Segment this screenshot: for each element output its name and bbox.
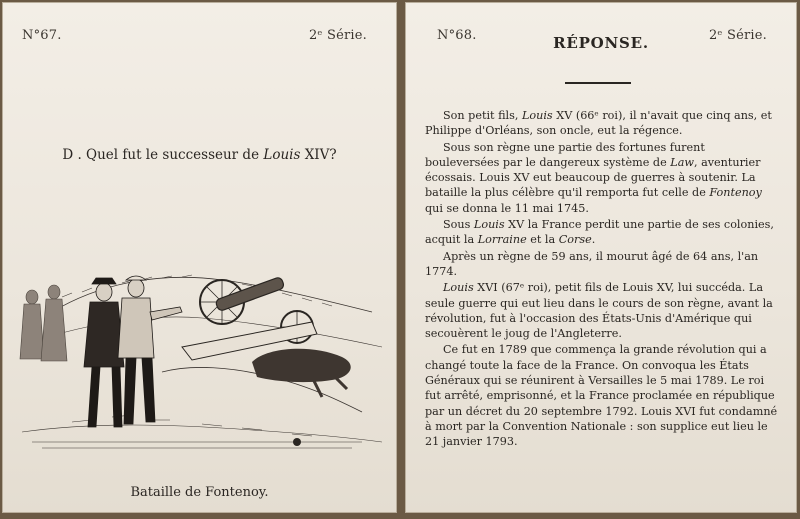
paragraph-text: Son petit fils, bbox=[443, 109, 522, 122]
answer-paragraph bbox=[425, 217, 778, 248]
italic-term: Louis bbox=[521, 109, 553, 122]
paragraph-text: et la bbox=[526, 233, 559, 247]
card-number: N°68. bbox=[437, 28, 477, 43]
paragraph-text: . bbox=[591, 233, 596, 247]
illustration-caption: Bataille de Fontenoy. bbox=[130, 485, 269, 500]
paragraph-text: Après un règne de 59 ans, il mourut âgé de 64 ans, l'an 1774. bbox=[425, 249, 759, 278]
answer-text bbox=[425, 108, 778, 450]
paragraph-text: XV (66ᵉ roi), il n'avait que cinq ans, et Philippe d'Orléans, son oncle, eut la régence. bbox=[425, 109, 772, 138]
italic-term: Louis bbox=[443, 281, 474, 295]
italic-term: Fontenoy bbox=[709, 186, 762, 200]
italic-term: Law bbox=[670, 155, 694, 169]
card-number: N°67. bbox=[22, 28, 62, 43]
paragraph-text: Ce fut en 1789 que commença la grande révolution qui a changé toute la face de la France. On convoqua les États Généraux qui se réunirent à Versailles le 5 mai 1789. Le roi fut arrêté, emprisonné, et la France proclamée en république par un décret du 20 septembre 1792. Louis XVI fut condamné à mort par la Convention Nationale : son supplice eut lieu le 21 janvier 1793. bbox=[425, 343, 778, 449]
paragraph-text: qui se donna le 11 mai 1745. bbox=[425, 201, 589, 215]
answer-paragraph bbox=[425, 108, 778, 139]
paragraph-text: XV la France perdit une partie de ses colonies, acquit la bbox=[425, 218, 774, 247]
italic-term: Louis bbox=[473, 218, 505, 232]
answer-paragraph bbox=[425, 140, 778, 216]
paragraph-text: , aventurier écossais. Louis XV eut beaucoup de guerres à soutenir. La bataille la plus célèbre qu'il remporta fut celle de bbox=[425, 155, 761, 200]
paragraph-text: XVI (67ᵉ roi), petit fils de Louis XV, lui succéda. La seule guerre qui eut lieu dans le cours de son règne, avant la révolution, fut à l'occasion des États-Unis d'Amérique qui secouèrent le joug de l'Angleterre. bbox=[425, 281, 773, 341]
italic-term: Corse bbox=[558, 233, 592, 247]
answer-paragraph bbox=[425, 280, 778, 341]
title-rule bbox=[565, 82, 631, 84]
answer-card bbox=[405, 2, 797, 513]
answer-title: RÉPONSE. bbox=[553, 34, 649, 52]
battle-illustration bbox=[12, 252, 387, 457]
italic-term: Lorraine bbox=[477, 233, 527, 247]
question-suffix: XIV? bbox=[300, 147, 337, 163]
paragraph-text: Sous bbox=[443, 218, 474, 232]
question-text bbox=[2, 147, 397, 163]
series-label: 2ᵉ Série. bbox=[708, 28, 767, 43]
question-card bbox=[2, 2, 397, 513]
question-name: Louis bbox=[263, 147, 301, 163]
paragraph-text: Sous son règne une partie des fortunes furent bouleversées par le dangereux système de bbox=[425, 140, 705, 169]
answer-paragraph bbox=[425, 249, 778, 280]
answer-paragraph bbox=[425, 342, 778, 449]
series-label: 2ᵉ Série. bbox=[308, 28, 367, 43]
question-prefix: D . Quel fut le successeur de bbox=[62, 147, 264, 163]
